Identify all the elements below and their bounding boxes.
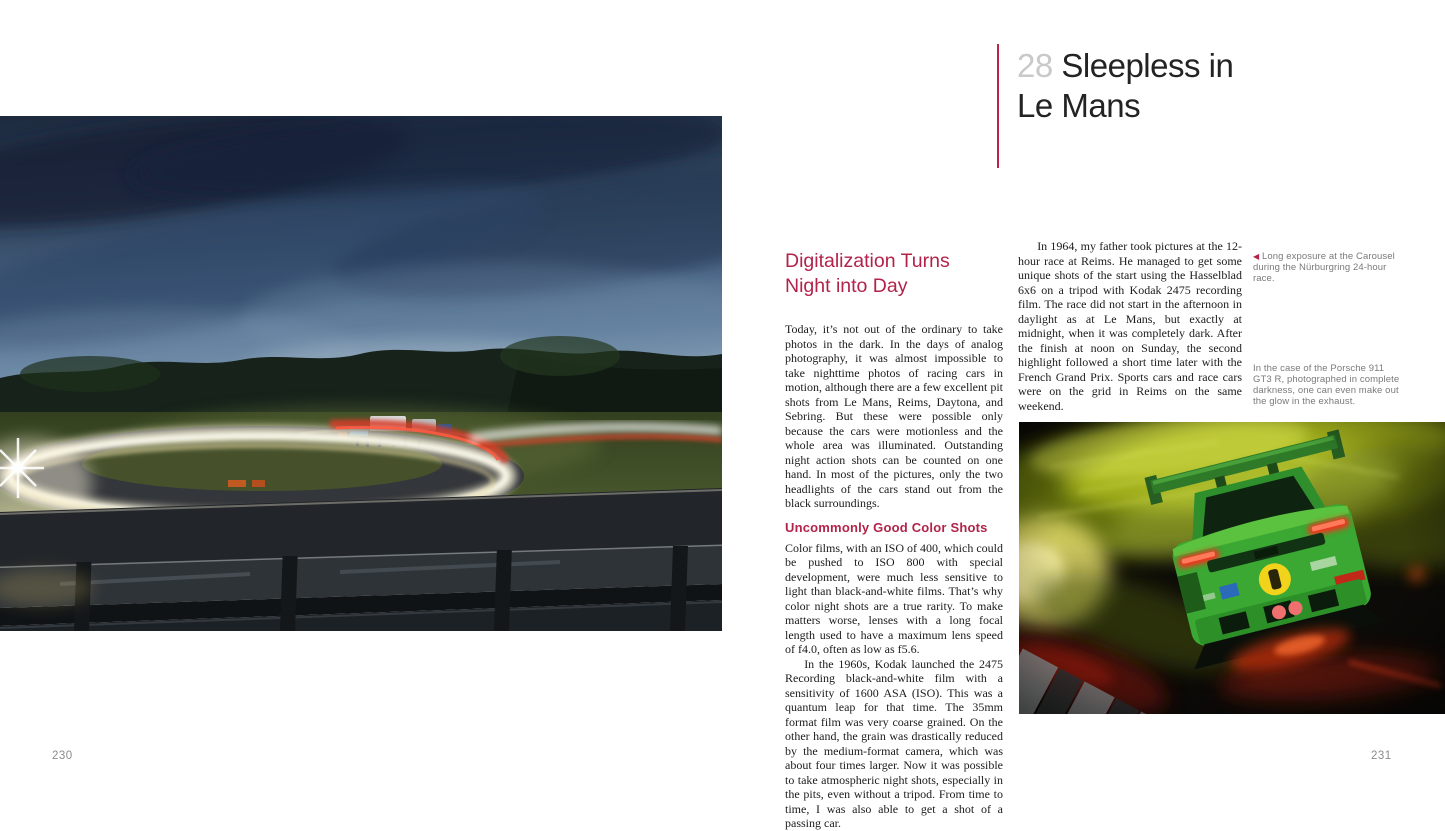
chapter-accent-rule <box>997 44 999 168</box>
paragraph-1: Today, it’s not out of the ordinary to take photos in the dark. In the days of analog photography, it was almost impossible to take nighttime photos of racing cars in motion, although there are a few excellent pit shots from Le Mans, Reims, Daytona, and Sebring. But these were possible only because the cars were motionless and the whole area was illuminated. Outstanding night action shots can be counted on one hand. In most of the pictures, only the two headlights of the cars stand out from the black surroundings. <box>785 322 1003 510</box>
page-number-left: 230 <box>52 750 73 762</box>
section-heading: Digitalization Turns Night into Day <box>785 250 950 297</box>
vignette <box>1019 422 1445 714</box>
paragraph-4: In 1964, my father took pictures at the 12-hour race at Reims. He managed to get some unique shots of the start using the Hasselblad 6x6 on a tripod with Kodak 2475 recording film. The race did not start in the afternoon in daylight as at Le Mans, but exactly at midnight, when it was completely dark. After the finish at noon on Sunday, the second highlight followed a short time later with the French Grand Prix. Sports cars and race cars were on the grid in Reims on the same weekend. <box>1018 239 1242 413</box>
paragraph-2: Color films, with an ISO of 400, which could be pushed to ISO 800 with special development, were much less sensitive to light than black-and-white films. That’s why color night shots are a true rarity. To make matters worse, lenses with a long focal length used to have a maximum lens speed of f4.0, often as low as f5.6. <box>785 540 1003 656</box>
chapter-title-line2: Le Mans <box>1017 87 1141 124</box>
chapter-title <box>1017 46 1337 126</box>
text-column-2 <box>1018 239 1242 413</box>
caption-carousel: ◀ Long exposure at the Carousel during the Nürburgring 24-hour race. <box>1253 251 1395 284</box>
carousel-photo-art <box>0 116 722 631</box>
porsche-photo-art <box>1019 422 1445 714</box>
chapter-number: 28 <box>1017 47 1053 84</box>
sub-heading: Uncommonly Good Color Shots <box>785 519 988 535</box>
guardrail <box>0 488 722 631</box>
carousel-long-exposure-photo <box>0 116 722 631</box>
page-number-right: 231 <box>1371 750 1392 762</box>
chapter-title-line1: Sleepless in <box>1061 47 1234 84</box>
porsche-911-gt3r-photo <box>1019 422 1445 714</box>
paragraph-3: In the 1960s, Kodak launched the 2475 Recording black-and-white film with a sensitivity of 1600 ASA (ISO). This was a quantum leap for that time. The 35mm format film was very coarse grained. On the other hand, the grain was drastically reduced by the medium-format camera, which was about four times larger. Now it was possible to take atmospheric night shots, especially in the pits, even without a tripod. From time to time, I was also able to get a shot of a passing car. <box>785 656 1003 830</box>
text-column-1 <box>785 249 1003 831</box>
left-arrow-icon: ◀ <box>1253 252 1260 261</box>
caption-porsche: In the case of the Porsche 911 GT3 R, photographed in complete darkness, one can even make out the glow in the exhaust. <box>1253 363 1400 407</box>
